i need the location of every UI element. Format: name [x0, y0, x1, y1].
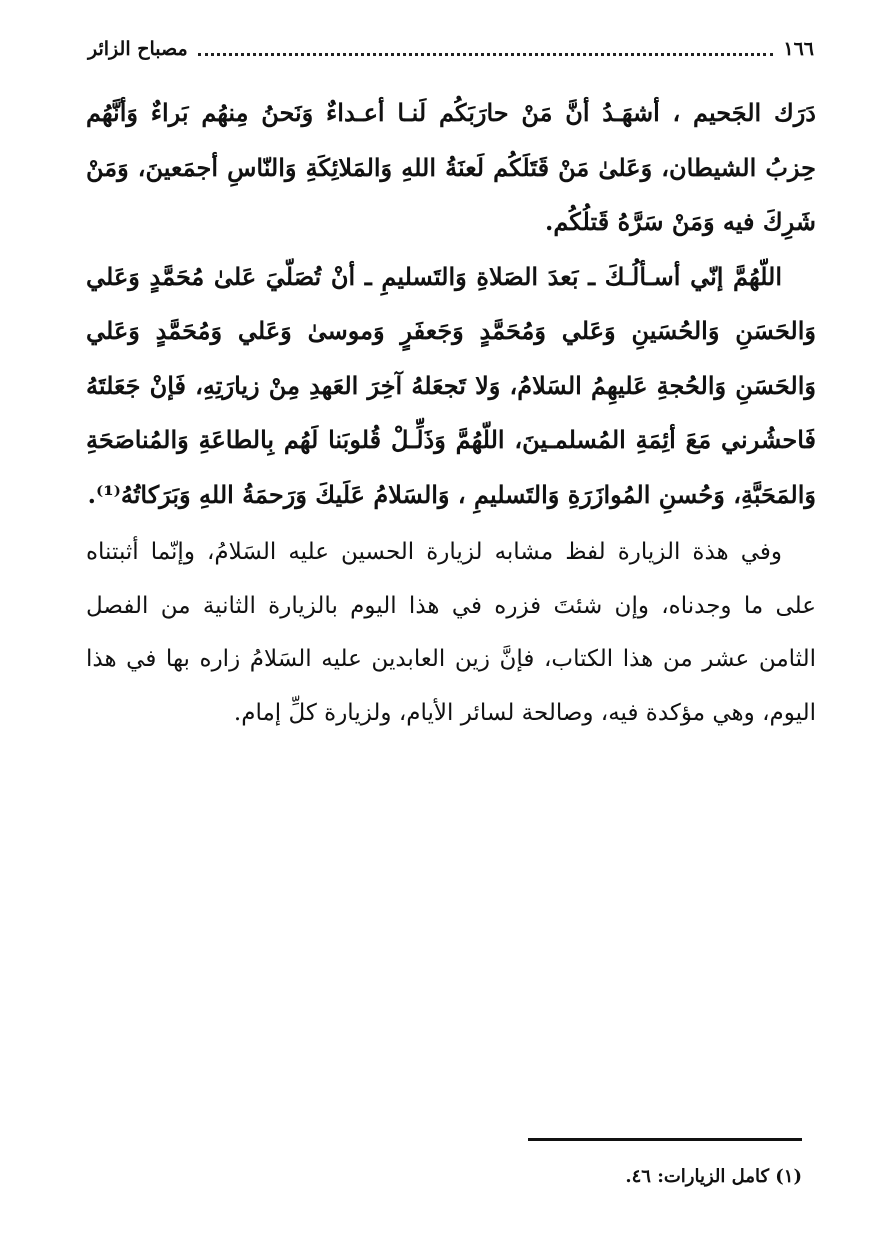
- header-dotted-leader: [198, 53, 774, 56]
- page-header: [88, 34, 814, 64]
- footnote-separator: [528, 1138, 802, 1141]
- footnote: (١) كامل الزيارات: ٤٦.: [625, 1166, 802, 1187]
- main-text: [86, 86, 816, 740]
- paragraph-ziyara-continuation: دَرَك الجَحيم ، أشهَـدُ أنَّ مَنْ حارَبَكُم لَنـا أعـداءٌ وَنَحنُ مِنهُم بَراءٌ وَأنَّهُم حِزبُ الشيطان، وَعَلىٰ مَنْ قَتَلَكُم لَعنَةُ اللهِ وَالمَلائِكَةِ وَالنّاسِ أجمَعينَ، وَمَنْ شَرِكَ فيه وَمَنْ سَرَّهُ قَتلُكُم.: [86, 98, 816, 236]
- paragraph-commentary: وفي هذة الزيارة لفظ مشابه لزيارة الحسين عليه السَلامُ، وإنّما أثبتناه على ما وجدناه، وإن شئتَ فزره في هذا اليوم بالزيارة الثانية من الفصل الثامن عشر من هذا الكتاب، فإنَّ زين العابدين عليه السَلامُ زاره بها في هذا اليوم، وهي مؤكدة فيه، وصالحة لسائر الأيام، ولزيارة كلِّ إمام.: [86, 539, 816, 726]
- page-number: ١٦٦: [783, 38, 814, 60]
- running-title: مصباح الزائر: [88, 38, 188, 60]
- paragraph-supplication: اللّهُمَّ إنّي أسـألُـكَ ـ بَعدَ الصَلاةِ وَالتَسليمِ ـ أنْ تُصَلّيَ عَلىٰ مُحَمَّدٍ وَعَلي وَالحَسَنِ وَالحُسَينِ وَعَلي وَمُحَمَّدٍ وَجَعفَرٍ وَموسىٰ وَعَلي وَمُحَمَّدٍ وَعَلي وَالحَسَنِ وَالحُجةِ عَليهِمُ السَلامُ، وَلا تَجعَلهُ آخِرَ العَهدِ مِنْ زيارَتِهِ، فَإنْ جَعَلتَهُ فَاحشُرني مَعَ أئِمَةِ المُسلمـينَ، اللّهُمَّ وَذَلِّـلْ قُلوبَنا لَهُم بِالطاعَةِ وَالمُناصَحَةِ وَالمَحَبَّةِ، وَحُسنِ المُوازَرَةِ وَالتَسليمِ ، وَالسَلامُ عَلَيكَ وَرَحمَةُ اللهِ وَبَرَكاتُهُ⁽¹⁾.: [86, 261, 816, 509]
